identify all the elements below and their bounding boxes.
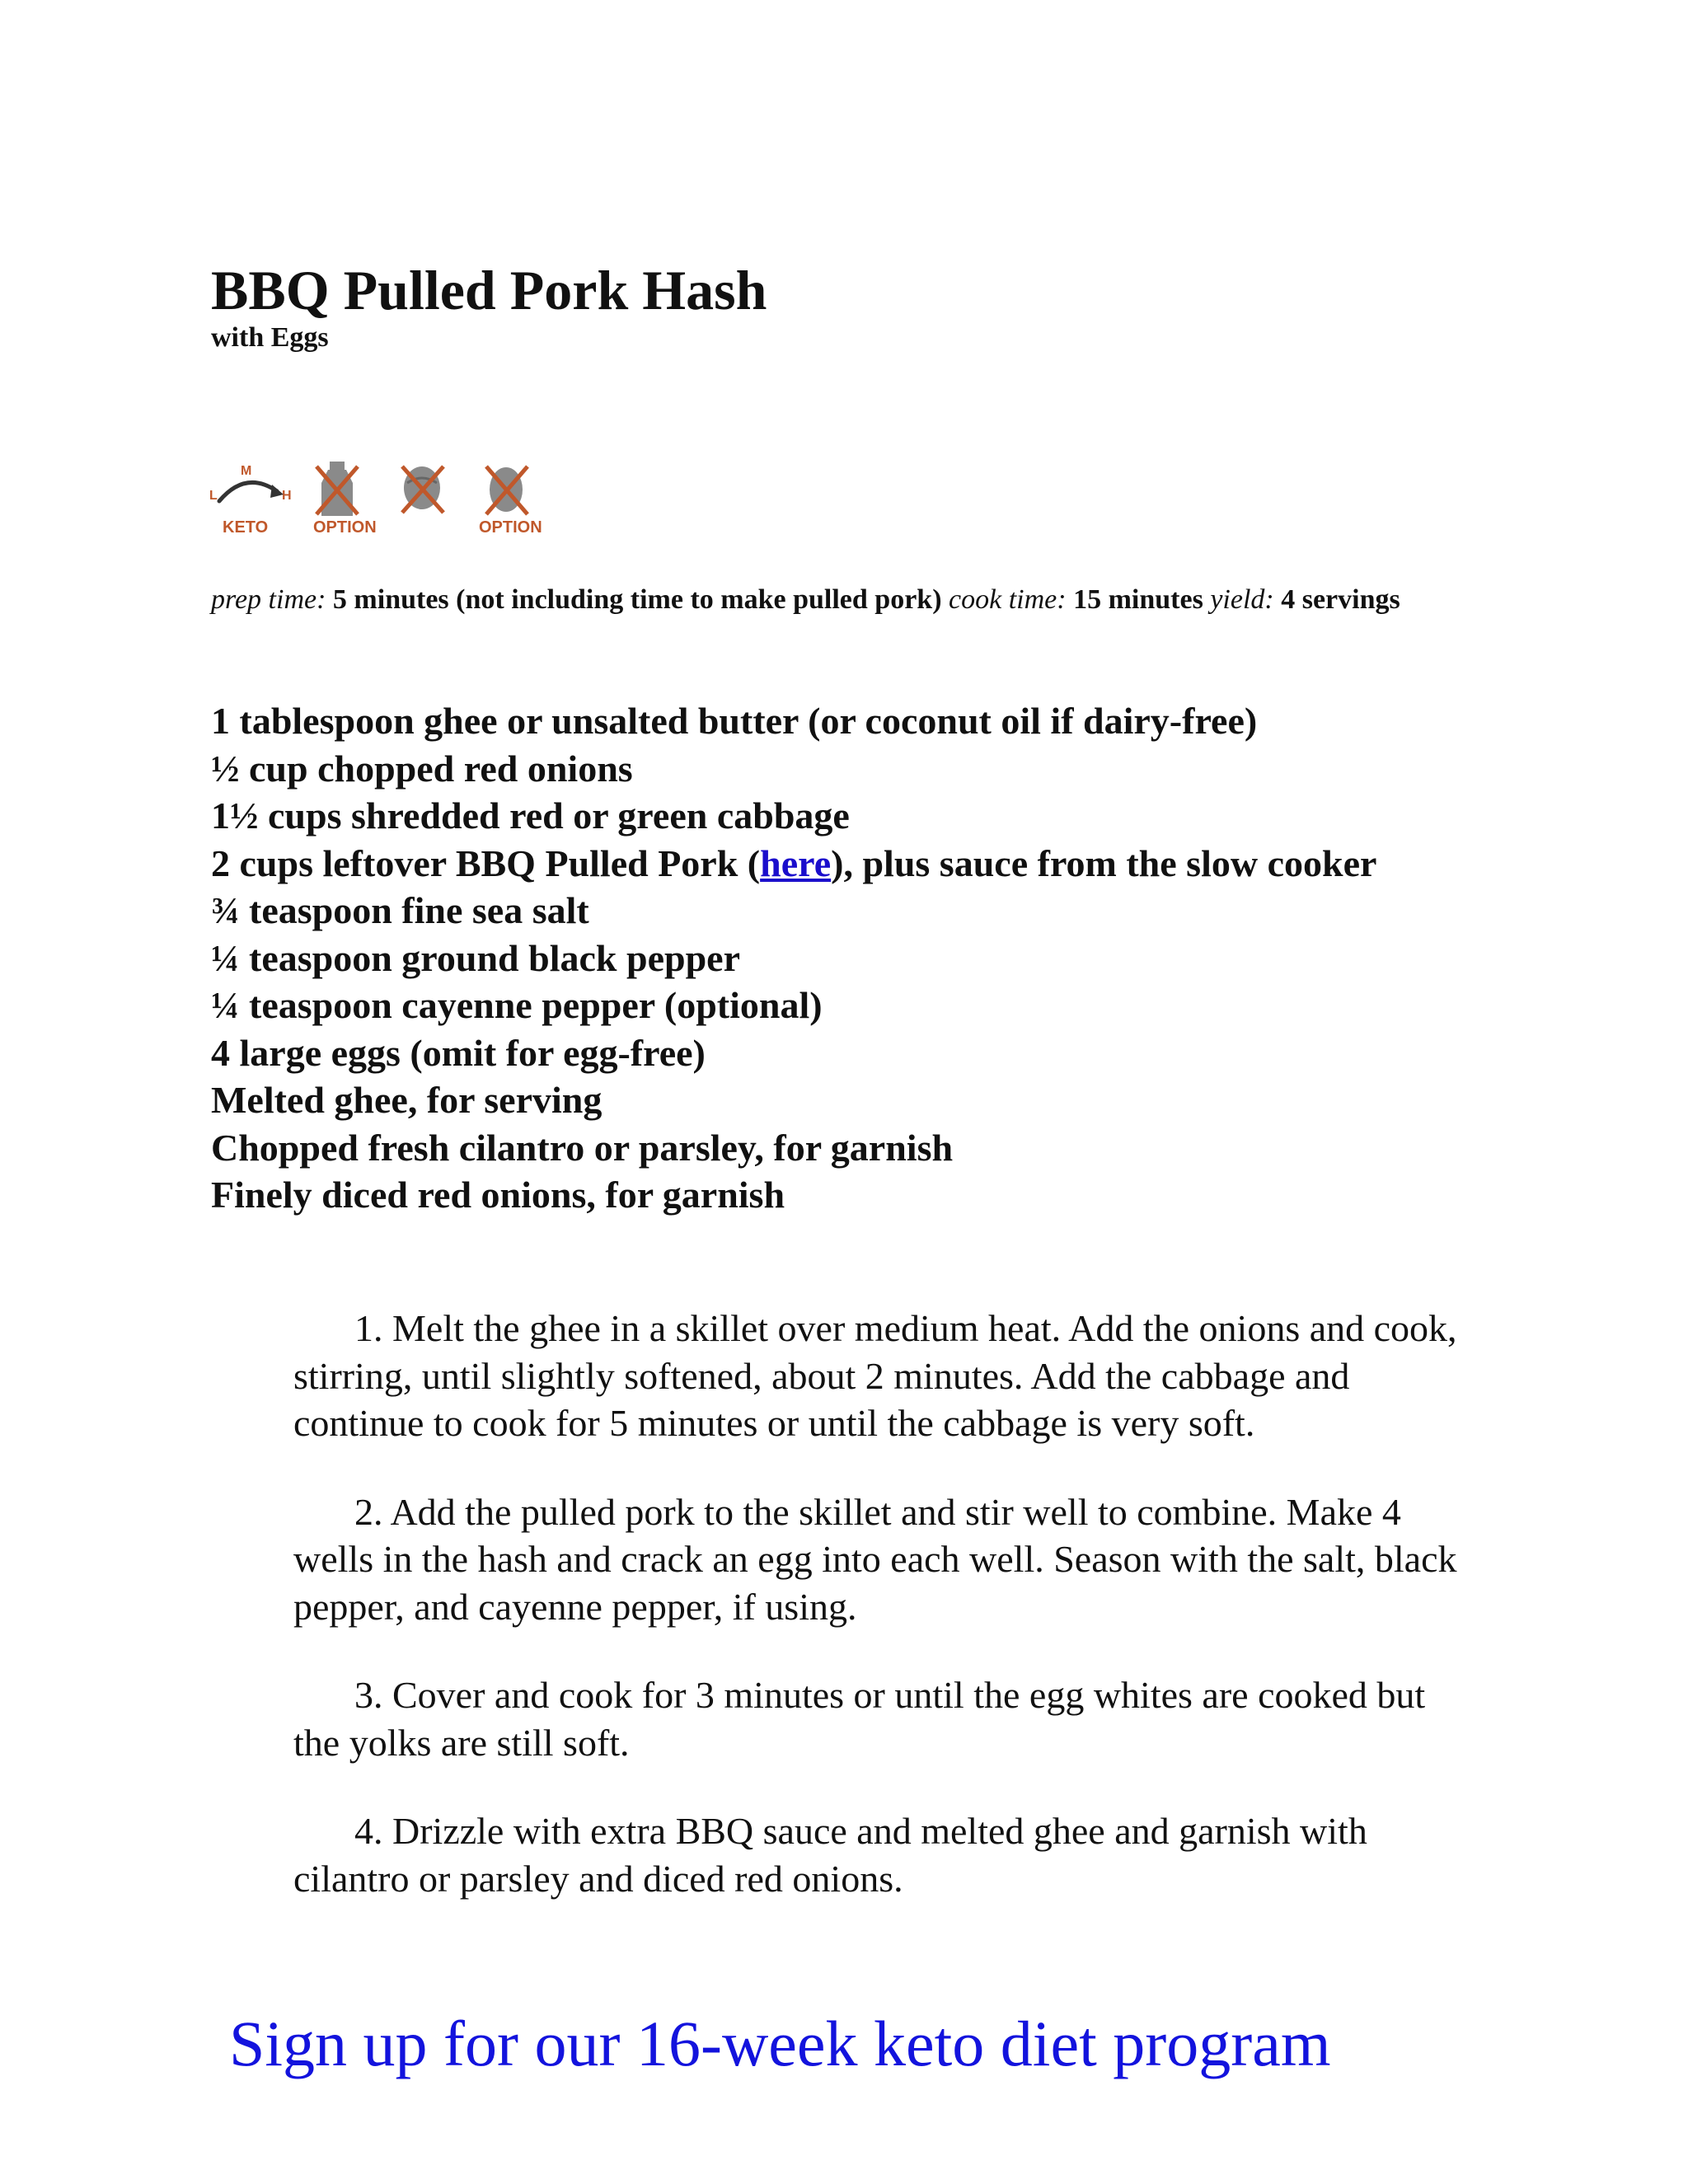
ingredient-item: 1 tablespoon ghee or unsalted butter (or coconut oil if dairy-free): [211, 700, 1258, 742]
keto-meter-label-medium: M: [241, 464, 252, 478]
ingredient-item: 4 large eggs (omit for egg-free): [211, 1031, 706, 1074]
cook-time-label: cook time:: [949, 584, 1067, 615]
egg-caption: OPTION: [479, 518, 542, 537]
keto-meter-icon: [209, 464, 292, 537]
ingredient-item: Melted ghee, for serving: [211, 1079, 603, 1121]
ingredient-item: ¼ teaspoon ground black pepper: [211, 936, 741, 979]
dairy-caption: OPTION: [313, 518, 377, 537]
ingredient-item: 1½ cups shredded red or green cabbage: [211, 794, 850, 837]
ingredient-text: ), plus sauce from the slow cooker: [831, 841, 1377, 884]
diet-icons-graphic: [206, 455, 560, 554]
diet-icons: [206, 455, 560, 554]
dairy-free-icon: [313, 462, 377, 537]
prep-time-value: 5 minutes (not including time to make pulled pork): [332, 584, 942, 615]
recipe-meta: [211, 582, 1467, 618]
prep-time-label: prep time:: [211, 584, 326, 615]
yield-value: 4 servings: [1281, 584, 1400, 615]
ingredient-item: ¼ teaspoon cayenne pepper (optional): [211, 984, 823, 1026]
keto-meter-label-high: H: [282, 489, 292, 503]
ingredient-text: 2 cups leftover BBQ Pulled Pork (: [211, 841, 761, 884]
ingredient-item: Chopped fresh cilantro or parsley, for garnish: [211, 1126, 954, 1169]
ingredient-item: [211, 840, 1467, 888]
keto-meter-label-low: L: [209, 489, 218, 503]
recipe-subtitle: with Eggs: [211, 322, 329, 353]
ingredient-list: [211, 697, 1467, 1219]
cook-time-value: 15 minutes: [1073, 584, 1203, 615]
instruction-step: 1. Melt the ghee in a skillet over medium heat. Add the onions and cook, stirring, until slightly softened, about 2 minutes. Add the cabbage and continue to cook for 5 minutes or until the cabbage is very soft.: [293, 1307, 1457, 1444]
recipe-title: BBQ Pulled Pork Hash: [211, 259, 767, 321]
signup-link[interactable]: Sign up for our 16-week keto diet program: [229, 2008, 1331, 2079]
ingredient-item: ¾ teaspoon fine sea salt: [211, 889, 589, 931]
egg-free-icon: [479, 466, 542, 537]
pulled-pork-recipe-link[interactable]: here: [760, 841, 832, 884]
ingredient-item: ½ cup chopped red onions: [211, 747, 633, 790]
instruction-step: 4. Drizzle with extra BBQ sauce and melted ghee and garnish with cilantro or parsley and diced red onions.: [293, 1810, 1367, 1900]
instruction-step: 2. Add the pulled pork to the skillet and stir well to combine. Make 4 wells in the hash and crack an egg into each well. Season with the salt, black pepper, and cayenne pepper, if using.: [293, 1490, 1457, 1628]
nut-free-icon: [402, 466, 443, 513]
keto-caption: KETO: [223, 518, 269, 537]
ingredient-item: Finely diced red onions, for garnish: [211, 1174, 785, 1216]
instruction-step: 3. Cover and cook for 3 minutes or until the egg whites are cooked but the yolks are still soft.: [293, 1674, 1426, 1764]
instruction-list: [293, 1305, 1464, 1902]
yield-label: yield:: [1210, 584, 1274, 615]
